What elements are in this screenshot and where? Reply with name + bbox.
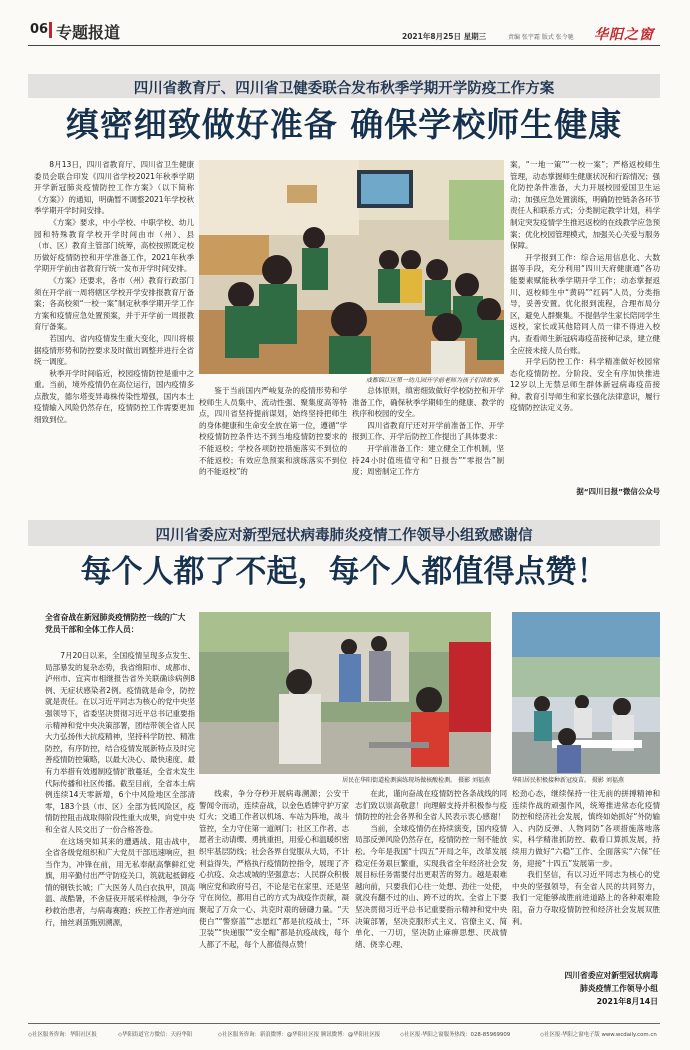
paragraph: 四川省教育厅还对开学前准备工作、开学报到工作、开学后防控工作提出了具体要求： — [352, 420, 504, 442]
footer-item: ◇社区报·华阳之窗服务热线：028-85969909 — [400, 1032, 511, 1038]
article2-salutation: 全省奋战在新冠肺炎疫情防控一线的广大党员干部和全体工作人员： — [45, 613, 186, 634]
article1-headline: 缜密细致做好准备 确保学校师生健康 — [65, 105, 623, 144]
page-number-bar — [49, 22, 52, 38]
masthead-rule — [28, 45, 660, 46]
paragraph: 当前，全球疫情仍在持续演变，国内疫情局部反弹风险仍然存在，疫情防控一刻不能放松。今年是我国“十四五”开局之年，改革发展稳定任务艰巨繁重，实现我省全年经济社会发展目标任务需要付出更艰苦的努力。越是艰难越向前，只要我们心往一处想、劲往一处使，就没有翻不过的山、跨不过的坎。全省上下要坚决贯彻习近平总书记重要指示精神和党中央决策部署，坚决克服形式主义、官僚主义、简单化、一刀切，坚决防止麻痹思想、厌战情绪、侥幸心理、 — [355, 823, 507, 949]
nucleic-test-photo — [199, 612, 491, 774]
article1-source: 据“四川日报”微信公众号 — [576, 487, 660, 496]
article2-col1 — [45, 650, 195, 1012]
paragraph: 在这场突如其来的遭遇战、阻击战中，全省各级党组织和广大党员干部迅速响应，担当作为，冲锋在前，用无私奉献高擎鲜红党旗，用辛勤付出严守防疫关口，筑就起抵御疫情的钢铁长城；广大医务人员白衣执甲，顶高温、战酷暑，不舍昼夜开展采样检测，争分夺秒救治患者，与病毒赛跑；疾控工作者逆向而行，抽丝剥茧甄别溯源， — [45, 836, 195, 927]
paragraph: 若国内、省内疫情发生重大变化，四川将根据疫情形势和防控要求及时做出调整并进行全省统一调度。 — [34, 333, 194, 367]
article2-col2 — [199, 788, 349, 1012]
paragraph: 线索，争分夺秒开展病毒溯源；公安干警闻令而动，连续奋战，以金色盾牌守护万家灯火；交通工作者以机场、车站为阵地，战斗管控，全力守住第一道闸门；社区工作者、志愿者主动请缨、勇挑重担，用爱心和温暖织密织牢基层防线；社会各界自觉服从大局，不计利益得失，严格执行疫情防控指令，展现了齐心抗疫、众志成城的坚强意志；人民群众积极响应党和政府号召，不论是宅在家里、还是坚守在岗位，都用自己的方式为战疫作贡献，凝聚起了万众一心、共克时艰的磅礴力量。“天使白”“警察蓝”“志愿红”都是抗疫战士，“环卫装”“快递服”“安全帽”都是抗疫战线，每个人都了不起，每个人都值得点赞！ — [199, 789, 349, 949]
vaccination-photo — [512, 612, 660, 774]
paragraph: 7月20日以来，全国疫情呈现多点发生、局部暴发的复杂态势，我省绵阳市、成都市、泸州市、宜宾市相继报告省外关联确诊病例8例、无症状感染者2例。疫情就是命令，防控就是责任。在以习近平同志为核心的党中央坚强领导下，省委坚决贯彻习近平总书记重要指示精神和党中央决策部署，团结带领全省人民大力弘扬伟大抗疫精神，坚持科学防控、精准防控，有序防控，结合疫情发展新特点及时完善疫情防控策略，以最大决心、最快速度、最有力举措有效遏制疫情扩散蔓延，全省未发生代际传播和社区传播。截至目前，全省本土病例连续14天零新增，6个中风险地区全部清零，183个县（市、区）全部为低风险区，疫情防控阻击战取得阶段性重大成果，向党中央和全省人民交出了一份合格答卷。 — [45, 651, 195, 834]
signature-date: 2021年8月14日 — [596, 997, 658, 1006]
signature-org-2: 肺炎疫情工作领导小组 — [580, 984, 658, 993]
kindergarten-photo — [199, 160, 504, 374]
article2-col3 — [355, 788, 507, 1012]
nucleic-test-photo-image — [199, 612, 491, 774]
paragraph: 总体原则，缜密细致做好学校防控和开学准备工作，确保秋季学期师生的健康、教学的秩序和校园的安全。 — [352, 386, 504, 419]
paragraph: 在此，谨向奋战在疫情防控各条战线的同志们致以崇高敬意！向理解支持并积极参与疫情防控的社会各界和全省人民表示衷心感谢！ — [355, 789, 507, 822]
paragraph: 开学前准备工作：建立健全工作机制，坚持24小时值班值守和“日报告”“零报告”制度；周密制定工作方 — [352, 443, 504, 477]
paragraph: 《方案》要求，中小学校、中职学校、幼儿园和特殊教育学校开学时间由市（州）、县（市、区）教育主管部门统筹，高校按照既定校历做好疫情防控和开学准备工作，2021年秋季学期开学前由省教育厅统一发布开学时间安排。 — [34, 217, 194, 274]
section-title: 专题报道 — [56, 23, 121, 42]
paragraph: 8月13日，四川省教育厅、四川省卫生健康委员会联合印发《四川省学校2021年秋季学期开学新冠肺炎疫情防控工作方案》（以下简称《方案》）的通知，明确暂不调整2021年学校秋季学期开学时间安排。 — [34, 160, 194, 216]
footer-item: ◇社区报·华阳之窗电子版 www.wcdaily.com.cn — [540, 1032, 657, 1038]
paragraph: 我们坚信，有以习近平同志为核心的党中央的坚强领导，有全省人民的共同努力，我们一定能够战胜前进道路上的各种艰难险阻，奋力夺取疫情防控和经济社会发展双胜利。 — [512, 870, 660, 926]
paragraph: 秋季开学时间临近，校园疫情防控是重中之重。当前，境外疫情仍在高位运行，国内疫情多点散发，德尔塔变异毒株传染性增强，国内本土疫情输入风险仍然存在，疫情防控工作需要更加细致到位。 — [34, 368, 194, 425]
paragraph: 《方案》还要求，各市（州）教育行政部门须在开学前一周将辖区学校开学安排报教育厅备案；各高校须“一校一案”制定秋季学期开学工作方案和疫情应急处置预案，并于开学前一周报教育厅备案。 — [34, 275, 194, 332]
article1-col2 — [199, 385, 347, 489]
article2-kicker: 四川省委应对新型冠状病毒肺炎疫情工作领导小组致感谢信 — [155, 528, 533, 544]
paragraph: 开学报到工作：综合运用信息化、大数据等手段，充分利用“四川天府健康通”各功能要素赋能秋季学期开学工作；动态掌握返川、返校师生中“黄码”“红码”人员，分类指导，妥善安置。优化报到流程，合理布局分区，避免人群聚集。不提倡学生家长陪同学生返校，家长或其他陪同人员一律不得进入校内。查看师生新冠病毒疫苗接种记录，建立健全应接未接人员台账。 — [510, 252, 660, 355]
article2-col4 — [512, 788, 660, 964]
kindergarten-photo-caption: 成都锦江区第一幼儿园开学前老师为孩子们讲故事。 — [365, 377, 504, 384]
article1-col3 — [352, 385, 504, 489]
article1-kicker: 四川省教育厅、四川省卫健委联合发布秋季学期开学防疫工作方案 — [133, 81, 555, 97]
nucleic-test-photo-caption: 居民在华阳街道检测演练现场做核酸检测。 摄影 刘福燕 — [342, 777, 490, 784]
masthead — [0, 0, 690, 52]
footer-item: ◇华阳街道官方微信：天府华阳 — [118, 1032, 193, 1038]
paragraph: 鉴于当前国内严峻复杂的疫情形势和学校师生人员集中、流动性强、聚集度高等特点，四川省坚持提前谋划，始终坚持把师生的身体健康和生命安全放在第一位，遵循“学校疫情防控条件达不到当地疫情防控要求的不能返校；学校各项防控措施落实不到位的不能返校；有效应急预案和演练落实不到位的不能返校”的 — [199, 386, 347, 477]
editors: 责编 张宇霜 版式 张令驰 — [508, 34, 574, 41]
paragraph: 案，“一地一策”“一校一案”；严格返校师生管理，动态掌握师生健康状况和行踪情况；强化防控条件准备，大力开展校园爱国卫生运动；加强应急处置演练，明确防控链条各环节责任人和联系方式；分类制定教学计划，科学制定突发疫情学生推迟返校的在线教学应急预案；优化校园管理模式，加强关心关爱与服务保障。 — [510, 160, 660, 251]
issue-date: 2021年8月25日 星期三 — [402, 32, 487, 41]
article2-headline: 每个人都了不起，每个人都值得点赞！ — [80, 554, 608, 590]
article1-col4 — [510, 159, 660, 483]
footer-rule — [28, 1023, 660, 1024]
vaccination-photo-image — [512, 612, 660, 774]
paper-logo: 华阳之窗 — [594, 27, 654, 43]
footer-item: ◇社区服务咨询：新浪微博：@华阳社区报 腾讯微博：@华阳社区报 — [218, 1032, 381, 1038]
page-number: 06 — [30, 22, 49, 37]
vaccination-photo-caption: 华阳居民积极接种新冠疫苗。 摄影 刘福燕 — [512, 777, 624, 784]
article1-col1 — [34, 159, 194, 489]
paragraph: 开学后防控工作：科学精准做好校园常态化疫情防控。分阶段、安全有序加快推进12岁以上无禁忌师生群体新冠病毒疫苗接种。教育引导师生和家长强化法律意识，履行疫情防控法定义务。 — [510, 357, 660, 413]
paragraph: 松劲心态，继续保持一往无前的拼搏精神和连续作战的顽强作风，统筹推进常态化疫情防控和经济社会发展，慎终如始抓好“外防输入、内防反弹、人物同防”各项措施落地落实，科学精准抓防控、截看口算抓发展，持续用力做好“六稳”工作、全面落实“六保”任务，迎接“十四五”发展第一步。 — [512, 789, 660, 868]
kindergarten-photo-image — [199, 160, 504, 374]
footer-item: ◇社区服务咨询：华阳社区报 — [28, 1032, 97, 1038]
signature-org-1: 四川省委应对新型冠状病毒 — [564, 971, 658, 980]
